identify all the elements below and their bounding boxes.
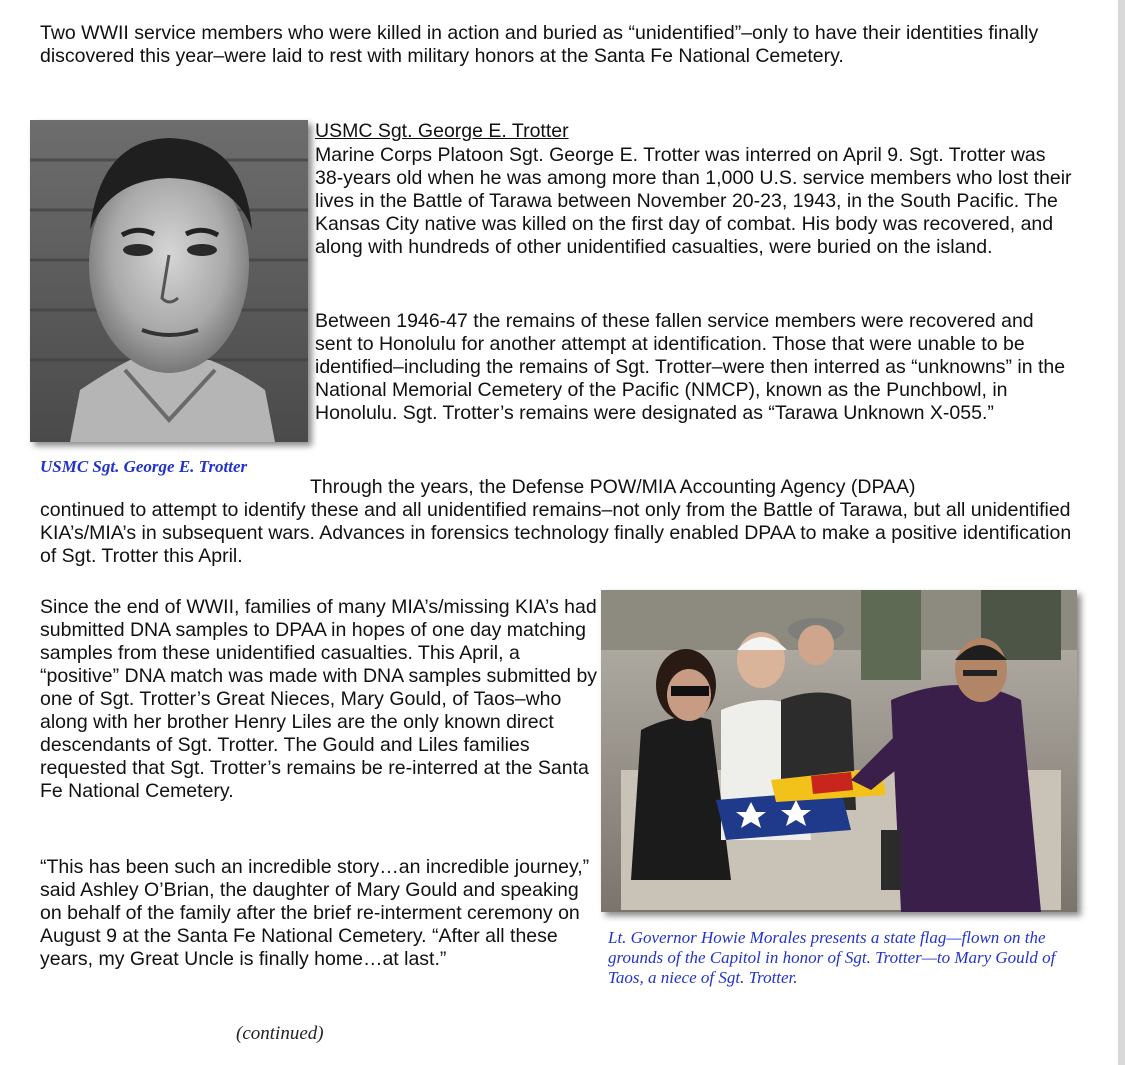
ceremony-caption: Lt. Governor Howie Morales presents a state flag—flown on the grounds of the Capitol in honor of Sgt. Trotter—to Mary Gould of Taos, a niece of Sgt. Trotter. [608,928,1056,987]
continued-label: (continued) [236,1023,324,1044]
paragraph-5: “This has been such an incredible story…an incredible journey,” said Ashley O’Brian, the daughter of Mary Gould and speaking on behalf of the family after the brief re-interment ceremony on August 9 at the Santa Fe National Cemetery. “After all these years, my Great Uncle is finally home…at last.” [40,856,590,970]
paragraph-2: Between 1946-47 the remains of these fallen service members were recovered and sent to Honolulu for another attempt at identification. Those that were unable to be identified–including the remains of Sgt. Trotter–were then interred as “unknowns” in the National Memorial Cemetery of the Pacific (NMCP), known as the Punchbowl, in Honolulu. Sgt. Trotter’s remains were designated as “Tarawa Unknown X-055.” [315,310,1066,424]
paragraph-1: Marine Corps Platoon Sgt. George E. Trotter was interred on April 9. Sgt. Trotter was 38-years old when he was among more than 1,000 U.S. service members who lost their lives in the Battle of Tarawa between November 20-23, 1943, in the South Pacific. The Kansas City native was killed on the first day of combat. His body was recovered, and along with hundreds of other unidentified casualties, were buried on the island. [315,144,1072,258]
paragraph-4: Since the end of WWII, families of many MIA’s/missing KIA’s had submitted DNA samples to DPAA in hopes of one day matching samples from these unidentified casualties. This April, a “positive” DNA match was made with DNA samples submitted by one of Sgt. Trotter’s Great Nieces, Mary Gould, of Taos–who along with her brother Henry Liles are the only known direct descendants of Sgt. Trotter. The Gould and Liles families requested that Sgt. Trotter’s remains be re-interred at the Santa Fe National Cemetery. [40,596,598,802]
trotter-portrait-photo [30,120,308,442]
intro-paragraph: Two WWII service members who were killed in action and buried as “unidentified”–only to have their identities finally discovered this year–were laid to rest with military honors at the Santa Fe National Cemetery. [40,22,1039,67]
paragraph-3-start: Through the years, the Defense POW/MIA Accounting Agency (DPAA) [310,476,916,498]
vertical-scrollbar[interactable] [1118,0,1125,1065]
paragraph-3-continued: continued to attempt to identify these and all unidentified remains–not only from the Battle of Tarawa, but all unidentified KIA’s/MIA’s in subsequent wars. Advances in forensics technology finally enabled DPAA to make a positive identification of Sgt. Trotter this April. [40,499,1072,567]
flag-ceremony-photo [601,590,1077,912]
section-heading: USMC Sgt. George E. Trotter [315,120,569,142]
portrait-caption: USMC Sgt. George E. Trotter [40,457,248,476]
